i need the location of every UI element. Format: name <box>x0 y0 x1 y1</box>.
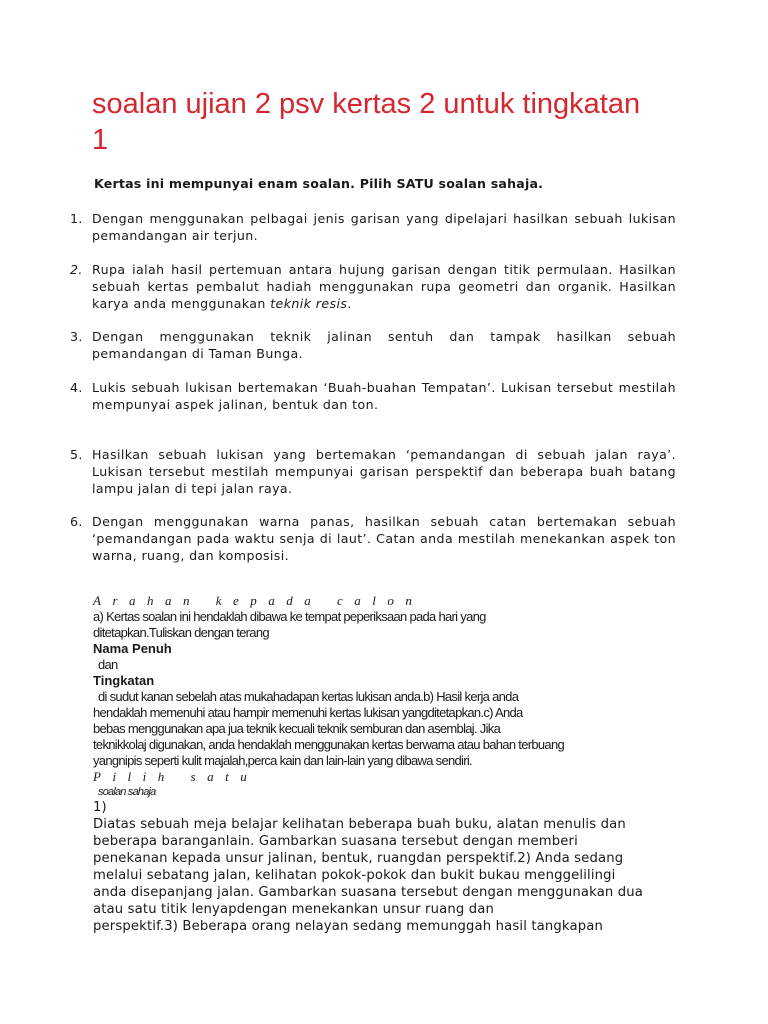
question-number: 4. <box>70 380 83 395</box>
question-text: Dengan menggunakan warna panas, hasilkan sebuah catan bertemakan sebuah ‘pemandangan pada waktu senja di laut’. Catan anda mestilah menekankan aspek ton warna, ruang, dan komposisi. <box>92 514 676 563</box>
question-text: Hasilkan sebuah lukisan yang bertemakan ‘pemandangan di sebuah jalan raya’. Lukisan tersebut mestilah mempunyai garisan perspektif dan beberapa buah batang lampu jalan di tepi jalan raya. <box>92 447 676 496</box>
question-text <box>92 261 676 312</box>
body-line: beberapa baranganlain. Gambarkan suasana tersebut dengan memberi <box>93 834 578 849</box>
soalan-sahaja-text: soalan sahaja <box>98 786 156 798</box>
arahan-line: yangnipis seperti kulit majalah,perca kain dan lain-lain yang dibawa sendiri. <box>93 753 472 768</box>
arahan-line: ditetapkan.Tuliskan dengan terang <box>93 625 269 640</box>
document-title: soalan ujian 2 psv kertas 2 untuk tingkatan 1 <box>92 88 641 156</box>
dan-text: dan <box>98 657 118 672</box>
question-number: 1. <box>70 211 83 226</box>
question-number: 3. <box>70 329 83 344</box>
arahan-line: bebas menggunakan apa jua teknik kecuali teknik semburan dan asemblaj. Jika <box>93 721 501 736</box>
body-line: atau satu titik lenyapdengan menekankan unsur ruang dan <box>93 902 495 917</box>
arahan-section <box>93 593 693 935</box>
instruction-line: Kertas ini mempunyai enam soalan. Pilih SATU soalan sahaja. <box>94 176 544 191</box>
question-number: 2. <box>70 262 83 277</box>
question-2 <box>70 261 676 312</box>
question-text-end: . <box>347 296 352 311</box>
question-text-main: Rupa ialah hasil pertemuan antara hujung garisan dengan titik permulaan. Hasilkan sebuah kertas pembalut hadiah menggunakan rupa geometri dan organik. Hasilkan karya anda menggunakan <box>92 262 676 311</box>
pilih-heading: Pilih satu <box>93 769 259 784</box>
arahan-line: a) Kertas soalan ini hendaklah dibawa ke tempat peperiksaan pada hari yang <box>93 609 486 624</box>
arahan-heading: Arahan kepada calon <box>93 593 424 608</box>
question-text-emphasis: teknik resis <box>270 296 348 311</box>
tingkatan-label: Tingkatan <box>93 673 155 688</box>
item-number: 1) <box>93 800 107 815</box>
arahan-line: teknikkolaj digunakan, anda hendaklah menggunakan kertas berwarna atau bahan terbuang <box>93 737 564 752</box>
question-text: Dengan menggunakan teknik jalinan sentuh dan tampak hasilkan sebuah pemandangan di Taman Bunga. <box>92 329 676 361</box>
arahan-line: hendaklah memenuhi atau hampir memenuhi kertas lukisan yangditetapkan.c) Anda <box>93 705 523 720</box>
question-4 <box>70 379 676 413</box>
arahan-line: di sudut kanan sebelah atas mukahadapan kertas lukisan anda.b) Hasil kerja anda <box>98 689 519 704</box>
question-text: Dengan menggunakan pelbagai jenis garisan yang dipelajari hasilkan sebuah lukisan pemandangan air terjun. <box>92 211 676 243</box>
nama-penuh-label: Nama Penuh <box>93 641 172 656</box>
question-1 <box>70 210 676 244</box>
question-number: 5. <box>70 447 83 462</box>
question-3 <box>70 328 676 362</box>
body-line: anda disepanjang jalan. Gambarkan suasana tersebut dengan menggunakan dua <box>93 885 644 900</box>
question-5 <box>70 446 676 497</box>
question-number: 6. <box>70 514 83 529</box>
body-line: melalui sebatang jalan, kelihatan pokok-pokok dan bukit bukau menggelilingi <box>93 868 616 883</box>
body-line: perspektif.3) Beberapa orang nelayan sedang memunggah hasil tangkapan <box>93 919 603 934</box>
question-text: Lukis sebuah lukisan bertemakan ‘Buah-buahan Tempatan’. Lukisan tersebut mestilah mempunyai aspek jalinan, bentuk dan ton. <box>92 380 676 412</box>
question-6 <box>70 513 676 564</box>
body-line: Diatas sebuah meja belajar kelihatan beberapa buah buku, alatan menulis dan <box>93 817 626 832</box>
body-line: penekanan kepada unsur jalinan, bentuk, ruangdan perspektif.2) Anda sedang <box>93 851 624 866</box>
